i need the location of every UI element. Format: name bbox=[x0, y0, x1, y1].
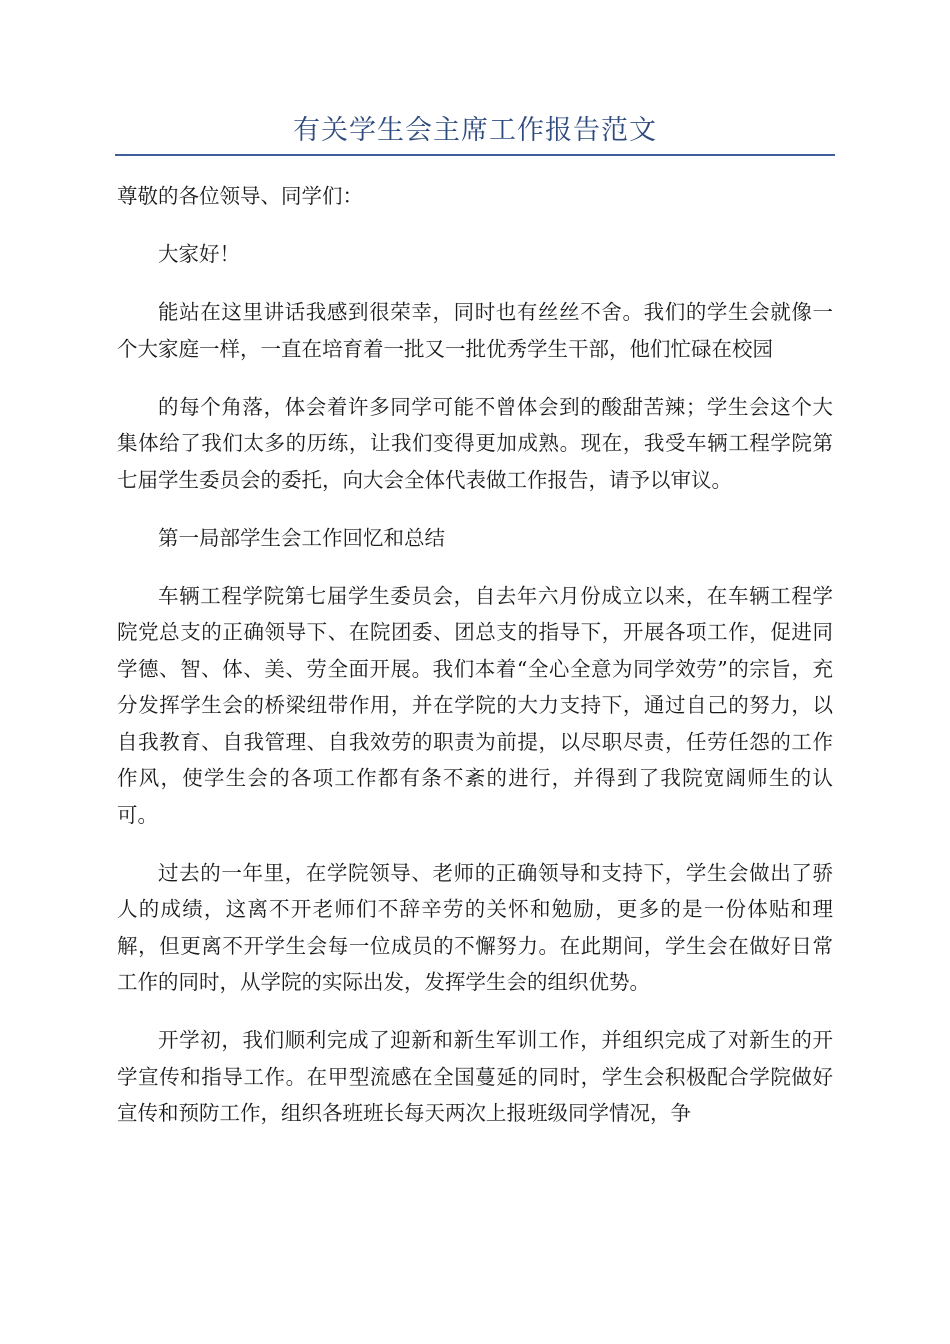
title-underline bbox=[115, 154, 835, 156]
body-paragraph: 开学初，我们顺利完成了迎新和新生军训工作，并组织完成了对新生的开学宣传和指导工作。在甲型流感在全国蔓延的同时，学生会积极配合学院做好宣传和预防工作，组织各班班长每天两次上报班级同学情况，争 bbox=[117, 1028, 833, 1125]
document-body bbox=[117, 178, 833, 1153]
section-heading: 第一局部学生会工作回忆和总结 bbox=[158, 525, 445, 550]
body-paragraph: 过去的一年里，在学院领导、老师的正确领导和支持下，学生会做出了骄人的成绩，这离不开老师们不辞辛劳的关怀和勉励，更多的是一份体贴和理解，但更离不开学生会每一位成员的不懈努力。在此期间，学生会在做好日常工作的同时，从学院的实际出发，发挥学生会的组织优势。 bbox=[117, 860, 833, 994]
body-paragraph: 能站在这里讲话我感到很荣幸，同时也有丝丝不舍。我们的学生会就像一个大家庭一样，一直在培育着一批又一批优秀学生干部，他们忙碌在校园 bbox=[117, 300, 833, 361]
salutation-paragraph: 尊敬的各位领导、同学们： bbox=[117, 184, 363, 208]
body-paragraph: 车辆工程学院第七届学生委员会，自去年六月份成立以来，在车辆工程学院党总支的正确领导下、在院团委、团总支的指导下，开展各项工作，促进同学德、智、体、美、劳全面开展。我们本着“全心全意为同学效劳”的宗旨，充分发挥学生会的桥梁纽带作用，并在学院的大力支持下，通过自己的努力，以自我教育、自我管理、自我效劳的职责为前提，以尽职尽责，任劳任怨的工作作风，使学生会的各项工作都有条不紊的进行，并得到了我院宽阔师生的认可。 bbox=[117, 583, 833, 827]
body-paragraph: 的每个角落，体会着许多同学可能不曾体会到的酸甜苦辣；学生会这个大集体给了我们太多的历练，让我们变得更加成熟。现在，我受车辆工程学院第七届学生委员会的委托，向大会全体代表做工作报告，请予以审议。 bbox=[117, 394, 833, 492]
document-title: 有关学生会主席工作报告范文 bbox=[293, 115, 657, 146]
greeting-paragraph: 大家好！ bbox=[158, 242, 240, 266]
